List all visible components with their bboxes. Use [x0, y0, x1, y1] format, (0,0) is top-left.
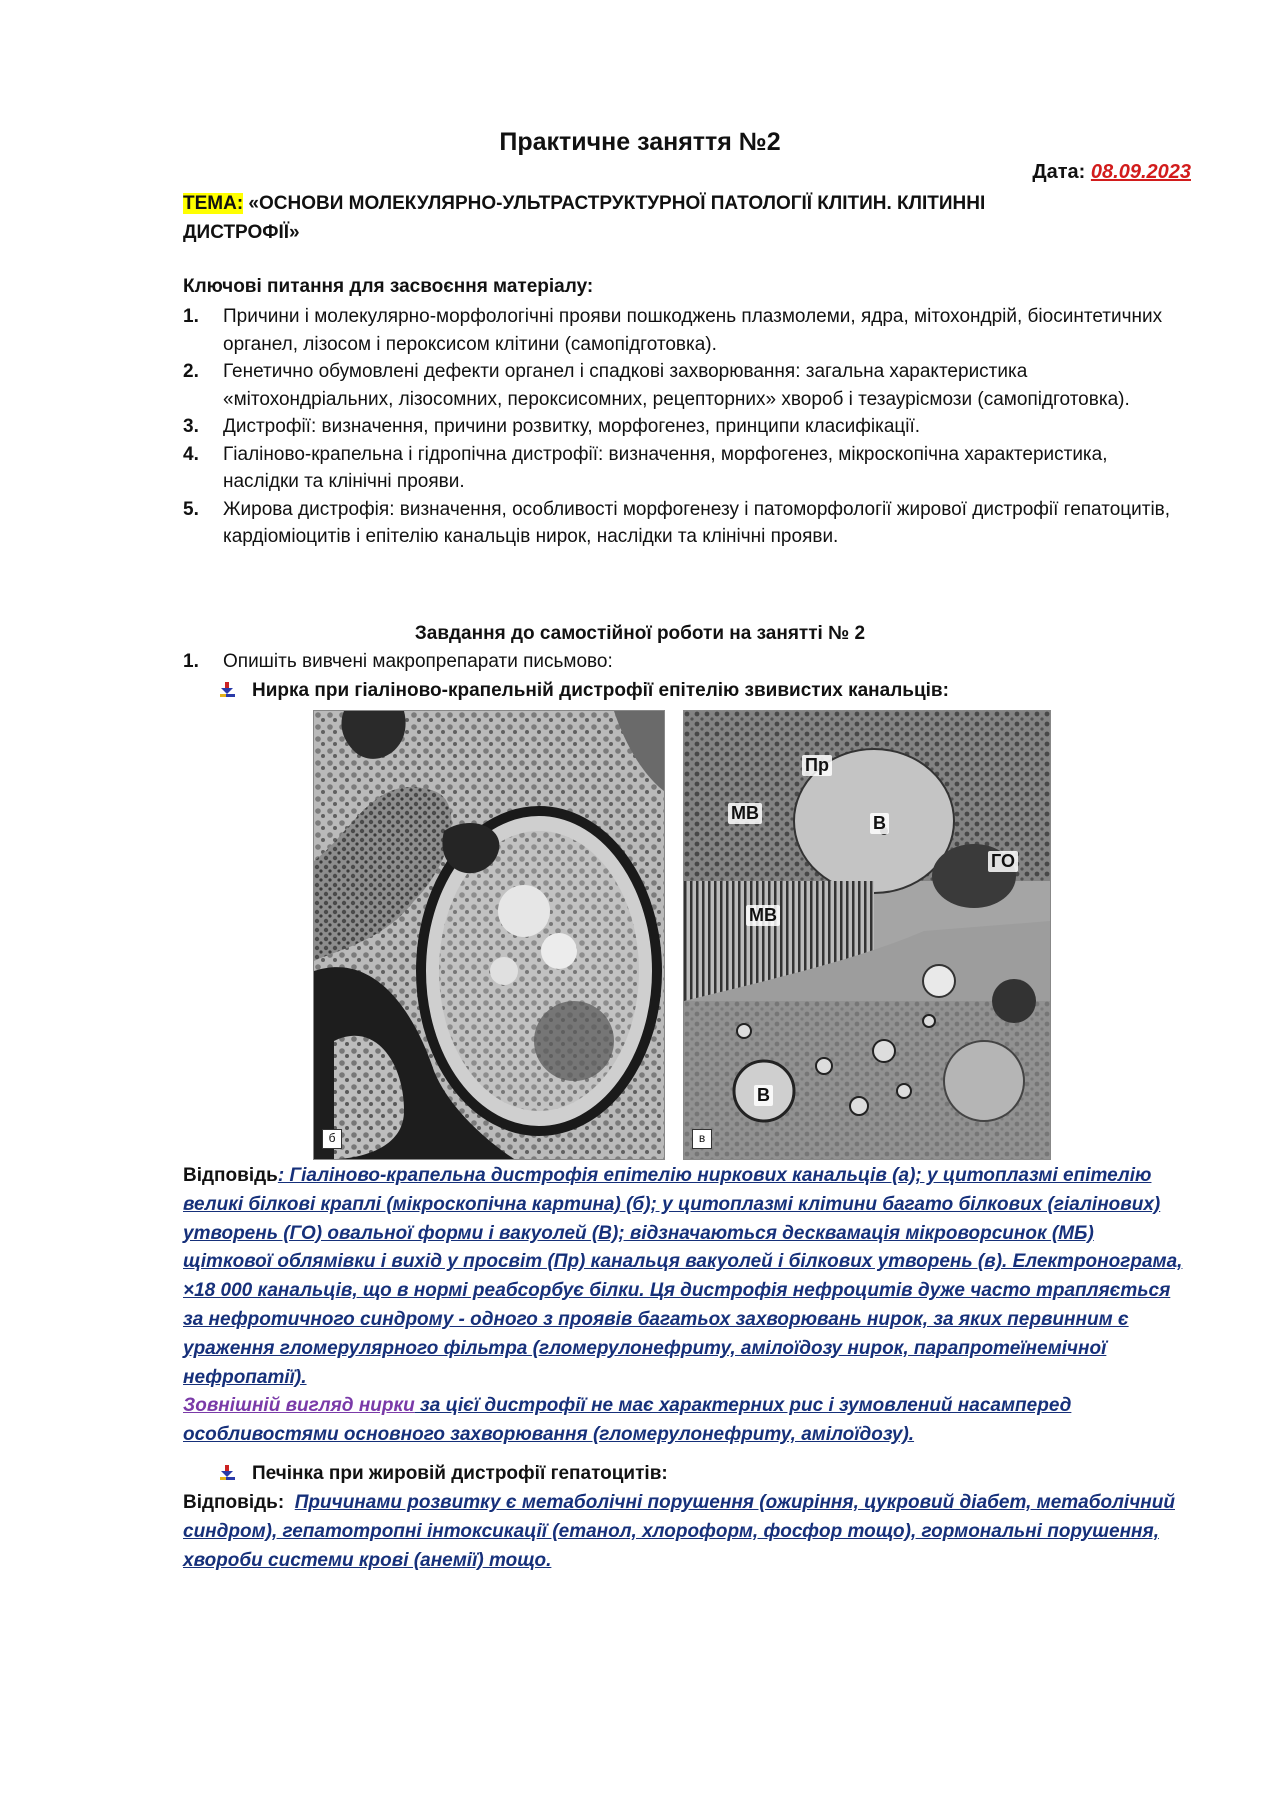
- label-mv-1: МВ: [728, 803, 762, 824]
- list-item: [183, 496, 1173, 551]
- list-item: [183, 358, 1173, 413]
- arrow-bullet-icon: [218, 1465, 238, 1481]
- list-text: Жирова дистрофія: визначення, особливості морфогенезу і патоморфології жирової дистрофії гепатоцитів, кардіоміоцитів і епітелію канальців нирок, наслідки та клінічні прояви.: [223, 498, 1171, 547]
- questions-list: [183, 303, 1173, 551]
- liver-heading: [218, 1463, 668, 1485]
- label-go: ГО: [988, 851, 1018, 872]
- liver-title: Печінка при жировій дистрофії гепатоцитів:: [252, 1463, 668, 1484]
- appearance-text: за цієї дистрофії не має характерних рис і зумовлений насамперед особливостями основного захворювання (гломерулонефриту, амілоїдозу).: [183, 1395, 1072, 1446]
- tasks-heading: Завдання до самостійної роботи на занятті № 2: [414, 623, 866, 644]
- label-v-2: В: [754, 1085, 773, 1106]
- micrograph-v: [683, 710, 1051, 1160]
- figure-letter-v: в: [692, 1129, 712, 1149]
- kidney-title: Нирка при гіаліново-крапельній дистрофії епітелію звивистих канальців:: [252, 680, 949, 701]
- list-text: Причини і молекулярно-морфологічні прояви пошкоджень плазмолеми, ядра, мітохондрій, біосинтетичних органел, лізосом і пероксисом клітини (самопідготовка).: [223, 306, 1163, 355]
- list-number: 1.: [183, 306, 199, 327]
- list-number: 4.: [183, 443, 199, 465]
- date-value: 08.09.2023: [1090, 161, 1191, 183]
- list-number: 2.: [183, 361, 199, 382]
- topic-line: [183, 189, 1083, 247]
- date-line: [1032, 161, 1191, 184]
- topic-label: ТЕМА:: [183, 193, 244, 214]
- answer-label: Відповідь: [183, 1165, 278, 1186]
- list-text: Дистрофії: визначення, причини розвитку, морфогенез, принципи класифікації.: [223, 416, 921, 437]
- answer-label: Відповідь:: [183, 1492, 285, 1513]
- kidney-heading: [218, 680, 949, 702]
- label-v-1: В: [870, 813, 889, 834]
- list-item: [183, 303, 1173, 358]
- task-number: 1.: [183, 651, 199, 672]
- figure-letter-b: б: [322, 1129, 342, 1149]
- answer-text: : Гіаліново-крапельна дистрофія епітелію ниркових канальців (а); у цитоплазмі епітелію великі білкові краплі (мікроскопічна картина) (б); у цитоплазмі клітини багато білкових (гіалінових) утворень (ГО) овальної форми і вакуолей (В); відзначаються десквамація мікроворсинок (МБ) щіткової облямівки і вихід у просвіт (Пр) канальця вакуолей і білкових утворень (в). Електронограма, ×18 000 канальців, що в нормі реабсорбує білки. Ця дистрофія нефроцитів дуже часто трапляється за нефротичного синдрому - одного з проявів багатьох захворювань нирок, за яких первинним є ураження гломерулярного фільтра (гломерулонефриту, амілоїдозу нирок, парапротеїнемічної нефропатії).: [183, 1165, 1183, 1388]
- kidney-answer: [183, 1162, 1188, 1450]
- liver-answer: [183, 1489, 1188, 1575]
- arrow-bullet-icon: [218, 682, 238, 698]
- page-title: Практичне заняття №2: [499, 128, 781, 156]
- questions-heading: Ключові питання для засвоєння матеріалу:: [183, 276, 594, 297]
- micrograph-b: [313, 710, 665, 1160]
- list-text: Гіаліново-крапельна і гідропічна дистрофії: визначення, морфогенез, мікроскопічна характеристика, наслідки та клінічні прояви.: [223, 443, 1108, 492]
- task-1: [183, 651, 613, 673]
- appearance-lead: Зовнішній вигляд нирки: [183, 1395, 415, 1417]
- label-pr: Пр: [802, 755, 832, 776]
- list-item: [183, 441, 1173, 496]
- list-number: 3.: [183, 416, 199, 437]
- list-item: [183, 413, 1173, 441]
- list-text: Генетично обумовлені дефекти органел і спадкові захворювання: загальна характеристика «мітохондріальних, лізосомних, пероксисомних, рецепторних» хвороб і тезаурісмози (самопідготовка).: [223, 361, 1130, 410]
- date-label: Дата:: [1032, 161, 1086, 183]
- task-text: Опишіть вивчені макропрепарати письмово:: [223, 651, 613, 672]
- answer-text: Причинами розвитку є метаболічні порушення (ожиріння, цукровий діабет, метаболічний синдром), гепатотропні інтоксикації (етанол, хлороформ, фосфор тощо), гормональні порушення, хвороби системи крові (анемії) тощо.: [183, 1492, 1175, 1571]
- label-mv-2: МВ: [746, 905, 780, 926]
- topic-text: «ОСНОВИ МОЛЕКУЛЯРНО-УЛЬТРАСТРУКТУРНОЇ ПАТОЛОГІЇ КЛІТИН. КЛІТИННІ ДИСТРОФІЇ»: [183, 193, 986, 243]
- list-number: 5.: [183, 498, 199, 520]
